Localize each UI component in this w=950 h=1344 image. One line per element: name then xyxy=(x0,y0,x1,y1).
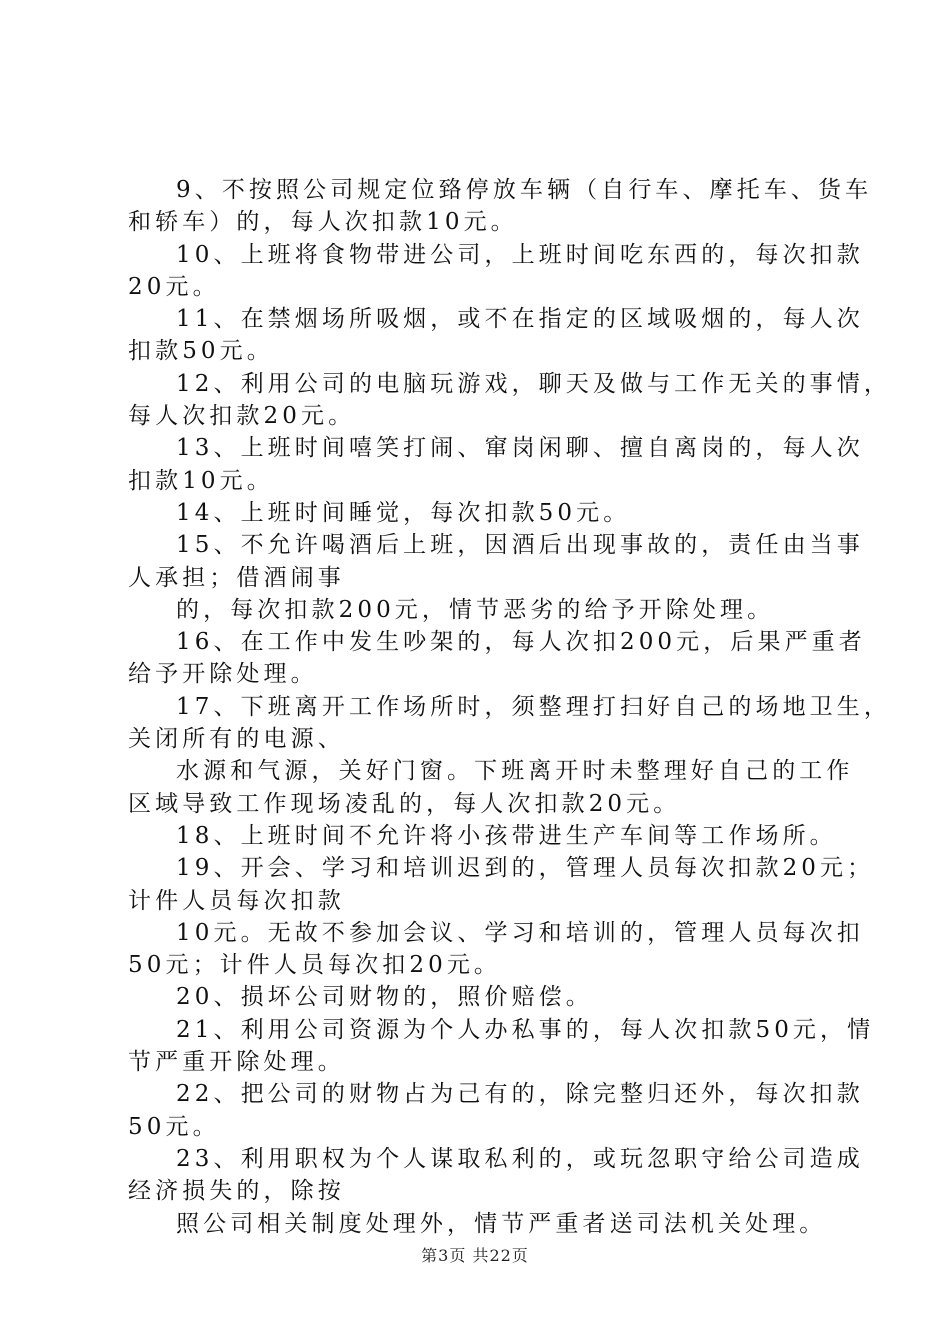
text-line: 计件人员每次扣款 xyxy=(128,887,345,914)
text-line: 经济损失的，除按 xyxy=(128,1178,345,1205)
document-body xyxy=(128,174,891,1240)
text-line: 每人次扣款20元。 xyxy=(128,403,356,430)
text-line: 人承担；借酒闹事 xyxy=(128,564,345,591)
text-line: 50元；计件人员每次扣20元。 xyxy=(128,952,502,979)
text-line: 18、上班时间不允许将小孩带进生产车间等工作场所。 xyxy=(176,822,837,849)
text-line: 50元。 xyxy=(128,1113,220,1140)
text-line: 17、下班离开工作场所时，须整理打扫好自己的场地卫生， xyxy=(176,693,891,720)
text-line: 19、开会、学习和培训迟到的，管理人员每次扣款20元； xyxy=(176,855,875,882)
text-line: 10元。无故不参加会议、学习和培训的，管理人员每次扣 xyxy=(176,919,864,946)
text-line: 扣款50元。 xyxy=(128,338,274,365)
text-line: 10、上班将食物带进公司，上班时间吃东西的，每次扣款 xyxy=(176,241,864,268)
text-line: 关闭所有的电源、 xyxy=(128,726,345,753)
text-line: 节严重开除处理。 xyxy=(128,1049,345,1076)
text-line: 22、把公司的财物占为己有的，除完整归还外，每次扣款 xyxy=(176,1081,864,1108)
text-line: 20元。 xyxy=(128,273,220,300)
text-line: 21、利用公司资源为个人办私事的，每人次扣款50元，情 xyxy=(176,1016,875,1043)
text-line: 扣款10元。 xyxy=(128,467,274,494)
text-line: 23、利用职权为个人谋取私利的，或玩忽职守给公司造成 xyxy=(176,1145,864,1172)
text-line: 照公司相关制度处理外，情节严重者送司法机关处理。 xyxy=(176,1210,827,1237)
page-footer: 第3页 共22页 xyxy=(421,1246,529,1265)
text-line: 区域导致工作现场凌乱的，每人次扣款20元。 xyxy=(128,790,681,817)
text-line: 11、在禁烟场所吸烟，或不在指定的区域吸烟的，每人次 xyxy=(176,306,864,333)
text-line: 14、上班时间睡觉，每次扣款50元。 xyxy=(176,499,631,526)
text-line: 水源和气源，关好门窗。下班离开时未整理好自己的工作 xyxy=(176,758,854,785)
text-line: 20、损坏公司财物的，照价赔偿。 xyxy=(176,984,593,1011)
text-line: 9、不按照公司规定位臵停放车辆（自行车、摩托车、货车 xyxy=(176,177,873,203)
text-line: 和轿车）的，每人次扣款10元。 xyxy=(128,209,518,236)
text-line: 13、上班时间嘻笑打闹、窜岗闲聊、擅自离岗的，每人次 xyxy=(176,435,864,462)
text-line: 15、不允许喝酒后上班，因酒后出现事故的，责任由当事 xyxy=(176,532,864,559)
text-line: 的，每次扣款200元，情节恶劣的给予开除处理。 xyxy=(176,596,775,623)
text-line: 12、利用公司的电脑玩游戏，聊天及做与工作无关的事情， xyxy=(176,370,891,397)
text-line: 给予开除处理。 xyxy=(128,661,318,688)
text-line: 16、在工作中发生吵架的，每人次扣200元，后果严重者 xyxy=(176,629,866,656)
